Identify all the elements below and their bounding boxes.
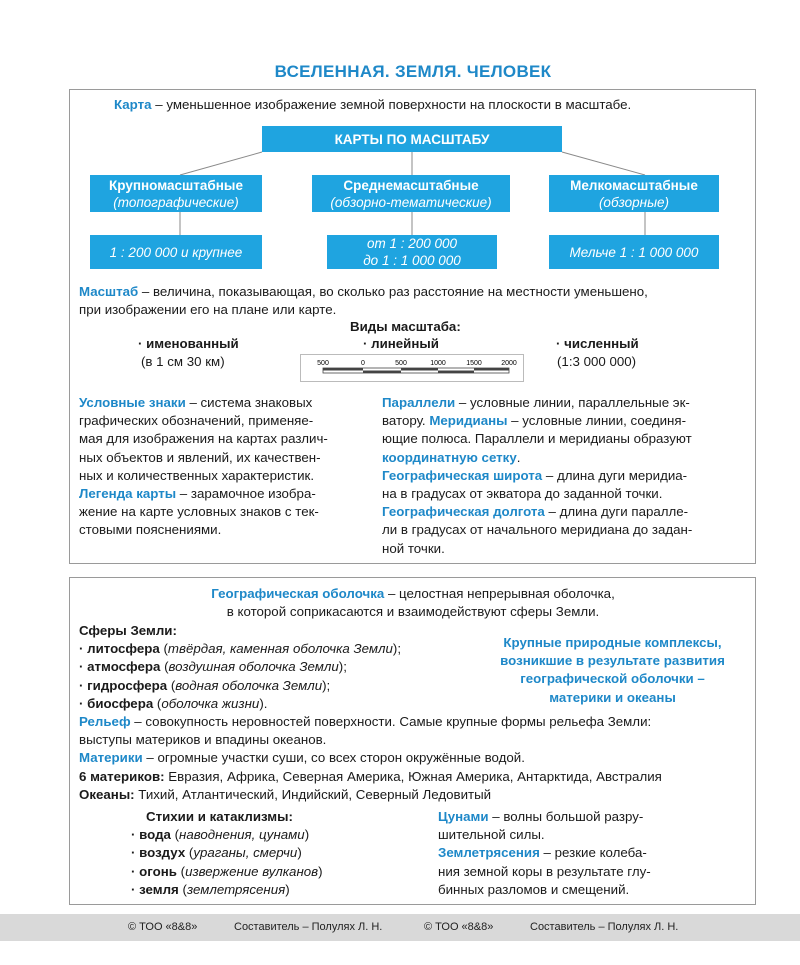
list-item: · литосфера (твёрдая, каменная оболочка Земли); <box>79 641 402 657</box>
symbols-term: Условные знаки <box>79 395 186 410</box>
scale-definition-line1: Масштаб – величина, показывающая, во сколько раз расстояние на местности уменьшено, <box>79 284 648 299</box>
scale-kinds-title: Виды масштаба: <box>350 319 461 334</box>
list-item: · земля (землетрясения) <box>131 881 290 897</box>
relief-continents-block: Рельеф – совокупность неровностей поверхности. Самые крупные формы рельефа Земли: выступы материков и впадины океанов. Материки – огромные участки суши, со всех сторон окружённые водой. 6 материков: Евразия, Африка, Северная Америка, Южная Америка, Антарктида, Австралия Океаны: Тихий, Атлантический, Индийский, Северный Ледовитый <box>79 714 662 802</box>
parallels-term: Параллели <box>382 395 456 410</box>
relief-term: Рельеф <box>79 714 131 729</box>
small-scale-range: Мельче 1 : 1 000 000 <box>549 235 719 269</box>
named-scale-example: (в 1 см 30 км) <box>141 354 225 369</box>
author-2: Составитель – Полулях Л. Н. <box>530 921 679 933</box>
map-definition-text: – уменьшенное изображение земной поверхности на плоскости в масштабе. <box>151 97 632 112</box>
scale-definition-line2: при изображении его на плане или карте. <box>79 302 337 317</box>
natural-complexes-note: Крупные природные комплексы, возникшие в результате развития географической оболочки – материки и океаны <box>500 635 725 705</box>
large-scale-box: Крупномасштабные (топографические) <box>90 175 262 212</box>
list-item: · гидросфера (водная оболочка Земли); <box>79 677 331 693</box>
list-item: · атмосфера (воздушная оболочка Земли); <box>79 659 347 675</box>
linear-scale-label: · линейный <box>363 336 439 351</box>
disasters-title: Стихии и катаклизмы: <box>146 809 293 824</box>
map-term: Карта <box>114 97 152 112</box>
author-1: Составитель – Полулях Л. Н. <box>234 921 383 933</box>
list-item: · биосфера (оболочка жизни). <box>79 695 268 711</box>
geo-envelope-line2: в которой соприкасаются и взаимодействуют сферы Земли. <box>226 604 600 619</box>
scale-term: Масштаб <box>79 284 139 299</box>
ruler-label: 0 <box>361 360 365 367</box>
list-item: · вода (наводнения, цунами) <box>131 827 310 843</box>
large-scale-range: 1 : 200 000 и крупнее <box>90 235 262 269</box>
legend-term: Легенда карты <box>79 486 177 502</box>
medium-scale-box: Среднемасштабные (обзорно-тематические) <box>312 175 510 212</box>
named-scale-label: · именованный <box>138 336 239 351</box>
ruler-label: 2000 <box>501 360 517 367</box>
longitude-term: Географическая долгота <box>382 504 545 520</box>
geo-envelope-term: Географическая оболочка <box>211 586 385 601</box>
grid-term: координатную сетку <box>382 449 517 465</box>
linear-scale-ruler <box>300 354 524 382</box>
meridians-term: Меридианы <box>429 413 508 429</box>
numeric-scale-label: · численный <box>556 336 639 351</box>
ruler-label: 1000 <box>430 360 446 367</box>
spheres-list <box>79 622 479 713</box>
list-item: · огонь (извержение вулканов) <box>131 863 323 879</box>
latitude-term: Географическая широта <box>382 467 543 483</box>
numeric-scale-example: (1:3 000 000) <box>557 354 637 369</box>
footer-band <box>0 914 800 941</box>
page-title: ВСЕЛЕННАЯ. ЗЕМЛЯ. ЧЕЛОВЕК <box>274 62 552 81</box>
spheres-title: Сферы Земли: <box>79 623 177 638</box>
list-item: · воздух (ураганы, смерчи) <box>131 845 302 861</box>
ruler-label: 500 <box>317 360 329 367</box>
mainland-term: Материки <box>79 750 143 766</box>
tsunami-quake-block: Цунами – волны большой разру- шительной силы. Землетрясения – резкие колеба- ния земной коры в результате глу- бинных разломов и смещений. <box>438 809 651 897</box>
tsunami-term: Цунами <box>438 809 489 824</box>
coordinates-column: Параллели – условные линии, параллельные эк- ватору. Меридианы – условные линии, соединя- ющие полюса. Параллели и меридианы образуют координатную сетку. Географическая широта – длина дуги меридиа- на в градусах от экватора до заданной точки. Географическая долгота – длина дуги паралле- ли в градусах от начального меридиана до задан- ной точки. <box>382 395 693 556</box>
earthquake-term: Землетрясения <box>438 845 540 861</box>
small-scale-box: Мелкомасштабные (обзорные) <box>549 175 719 212</box>
symbols-legend-column: Условные знаки – система знаковых графических обозначений, применяе- мая для изображения на картах различ- ных объектов и явлений, их качествен- ных и количественных характеристик. Легенда карты – зарамочное изобра- жение на карте условных знаков с тек- стовыми пояснениями. <box>79 395 328 538</box>
copyright-1: © ТОО «8&8» <box>128 921 198 933</box>
ruler-label: 1500 <box>466 360 482 367</box>
medium-scale-range: от 1 : 200 000 до 1 : 1 000 000 <box>327 235 497 269</box>
geo-envelope-line1: Географическая оболочка – целостная непрерывная оболочка, <box>211 586 615 601</box>
copyright-2: © ТОО «8&8» <box>424 921 494 933</box>
ruler-label: 500 <box>395 360 407 367</box>
disasters-list <box>131 808 421 899</box>
maps-by-scale-header: КАРТЫ ПО МАСШТАБУ <box>262 126 562 152</box>
